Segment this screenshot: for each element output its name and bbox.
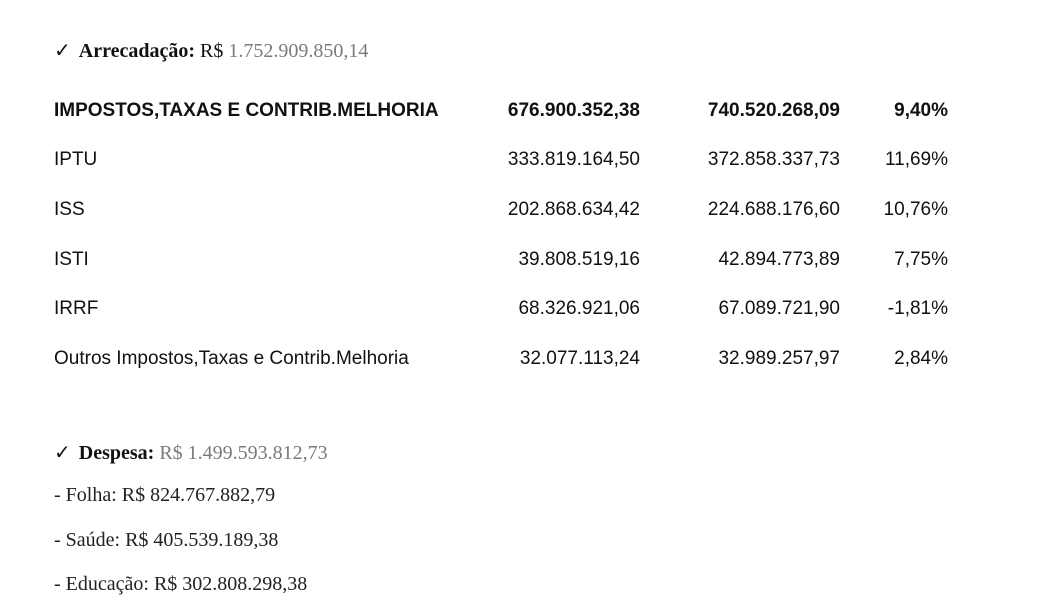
table-row — [54, 185, 948, 235]
expense-item-educacao: - Educação: R$ 302.808.298,38 — [54, 573, 308, 595]
expense-item-saude: - Saúde: R$ 405.539.189,38 — [54, 529, 279, 551]
expense-amount: 1.499.593.812,73 — [187, 442, 328, 464]
tax-table — [54, 86, 948, 384]
table-cell-label: IMPOSTOS,TAXAS E CONTRIB.MELHORIA — [54, 99, 439, 121]
table-row — [54, 334, 948, 384]
table-cell-change: 2,84% — [894, 347, 948, 369]
table-cell-label: IPTU — [54, 149, 98, 171]
table-cell-label: Outros Impostos,Taxas e Contrib.Melhoria — [54, 347, 409, 369]
revenue-currency: R$ — [200, 40, 224, 62]
table-cell-label: ISTI — [54, 248, 89, 270]
table-cell-current: 32.989.257,97 — [718, 347, 840, 369]
table-row — [54, 284, 948, 334]
table-cell-change: 11,69% — [884, 149, 948, 171]
table-cell-label: ISS — [54, 198, 85, 220]
revenue-summary — [54, 38, 368, 63]
table-cell-change: 10,76% — [883, 198, 948, 220]
table-cell-previous: 676.900.352,38 — [507, 99, 640, 121]
revenue-amount: 1.752.909.850,14 — [228, 40, 369, 62]
table-cell-current: 740.520.268,09 — [707, 99, 840, 121]
table-cell-change: -1,81% — [887, 298, 948, 320]
table-cell-change: 7,75% — [894, 248, 948, 270]
table-cell-current: 42.894.773,89 — [718, 248, 840, 270]
table-cell-previous: 39.808.519,16 — [518, 248, 640, 270]
table-row — [54, 235, 948, 285]
expense-summary — [54, 440, 328, 465]
check-icon: ✓ — [54, 38, 71, 62]
expense-currency: R$ — [159, 442, 183, 464]
table-row-total — [54, 86, 948, 136]
table-cell-change: 9,40% — [894, 99, 948, 121]
table-cell-label: IRRF — [54, 298, 99, 320]
table-cell-previous: 68.326.921,06 — [518, 298, 640, 320]
table-cell-current: 372.858.337,73 — [707, 149, 840, 171]
revenue-label: Arrecadação: — [78, 40, 196, 62]
expense-item-folha: - Folha: R$ 824.767.882,79 — [54, 484, 276, 506]
expense-label: Despesa: — [78, 442, 155, 464]
table-row — [54, 136, 948, 186]
table-cell-previous: 202.868.634,42 — [507, 198, 640, 220]
check-icon: ✓ — [54, 440, 71, 464]
table-cell-previous: 32.077.113,24 — [519, 347, 640, 369]
table-cell-current: 224.688.176,60 — [707, 198, 840, 220]
table-cell-current: 67.089.721,90 — [718, 298, 840, 320]
table-cell-previous: 333.819.164,50 — [507, 149, 640, 171]
